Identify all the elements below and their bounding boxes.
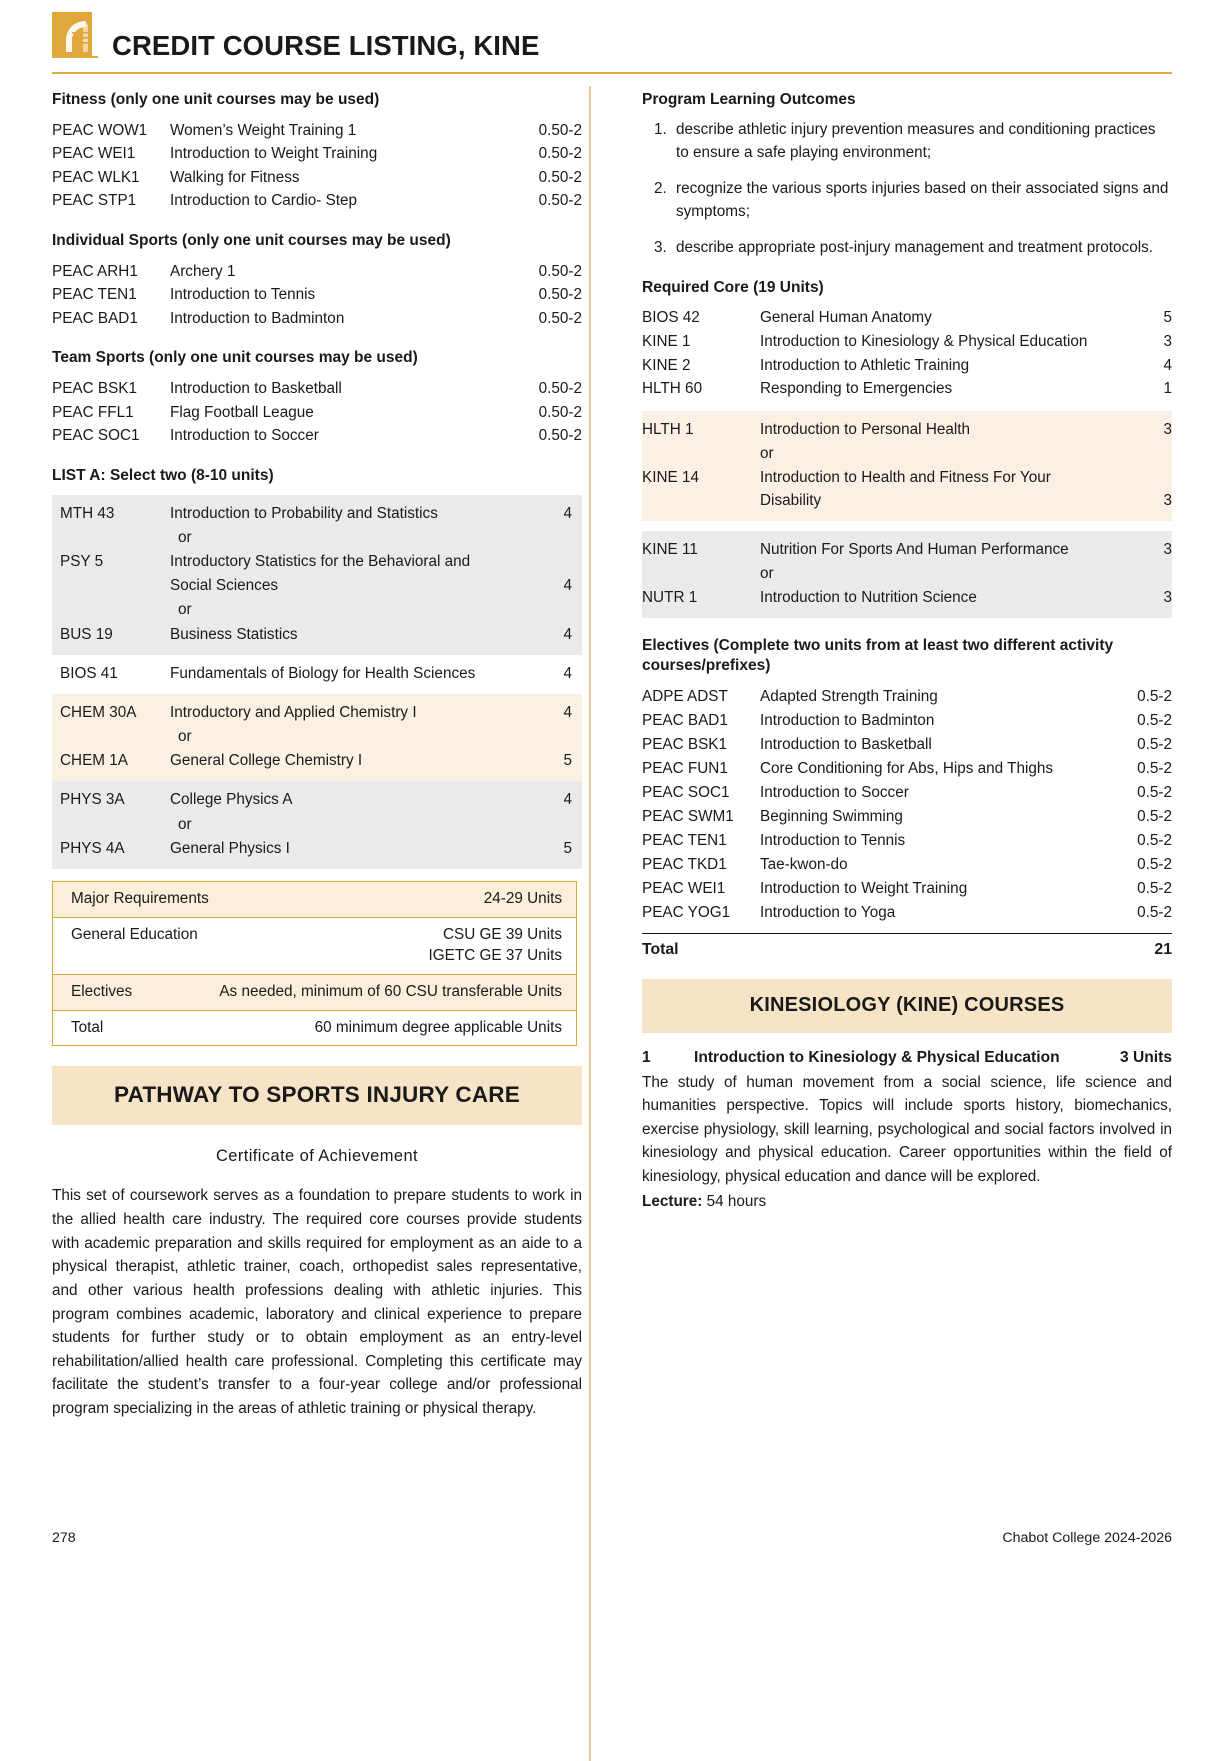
catalog-name: Chabot College 2024-2026 <box>1002 1530 1172 1546</box>
course-code: ADPE ADST <box>642 687 728 705</box>
table-row-continuation <box>52 574 582 598</box>
course-title: Walking for Fitness <box>170 168 300 186</box>
course-title: General Physics I <box>170 839 290 857</box>
course-title: Introduction to Yoga <box>760 903 896 921</box>
team-sports-course-list <box>52 377 582 448</box>
column-divider <box>589 86 591 1761</box>
course-units: 0.5-2 <box>1137 807 1172 825</box>
table-row <box>52 142 582 166</box>
table-row <box>52 749 582 773</box>
course-title: Fundamentals of Biology for Health Sciences <box>170 664 476 682</box>
table-row <box>642 586 1172 610</box>
course-units: 3 <box>1163 492 1172 510</box>
course-code: PEAC WLK1 <box>52 168 140 186</box>
course-units: 0.5-2 <box>1137 687 1172 705</box>
course-title: Responding to Emergencies <box>760 380 953 398</box>
table-row <box>52 307 582 331</box>
course-title: Introduction to Weight Training <box>170 145 378 163</box>
course-title: Introduction to Badminton <box>170 309 345 327</box>
course-title: General Human Anatomy <box>760 309 932 327</box>
list-a-group <box>52 495 582 655</box>
or-separator: or <box>760 565 774 583</box>
list-item: recognize the various sports injuries based on their associated signs and symptoms; <box>676 179 1169 220</box>
course-units: 0.5-2 <box>1137 759 1172 777</box>
course-code: PEAC BAD1 <box>642 711 728 729</box>
course-code: PEAC WEI1 <box>642 879 726 897</box>
table-row <box>642 377 1172 401</box>
course-code: PEAC STP1 <box>52 192 137 210</box>
course-units: 3 <box>1163 541 1172 559</box>
course-title: Introduction to Tennis <box>760 831 906 849</box>
course-units: 0.50-2 <box>538 286 582 304</box>
course-units: 4 <box>1163 356 1172 374</box>
course-units: 0.50-2 <box>538 427 582 445</box>
table-row <box>52 502 582 526</box>
course-units: 0.50-2 <box>538 145 582 163</box>
or-separator: or <box>178 528 192 546</box>
course-units: 0.50-2 <box>538 192 582 210</box>
course-code: PEAC BSK1 <box>642 735 728 753</box>
table-row <box>52 424 582 448</box>
table-row <box>642 418 1172 442</box>
course-lecture-hours <box>642 1191 1172 1214</box>
course-number: 1 <box>642 1048 651 1066</box>
or-separator: or <box>178 601 192 619</box>
table-row <box>52 260 582 284</box>
required-core-group <box>642 531 1172 618</box>
course-title: Introduction to Soccer <box>170 427 319 445</box>
course-code: PEAC WOW1 <box>52 121 148 139</box>
table-row <box>642 877 1172 901</box>
course-title: Introduction to Basketball <box>760 735 932 753</box>
course-code: PEAC SWM1 <box>642 807 734 825</box>
course-code: KINE 2 <box>642 356 691 374</box>
course-code: PHYS 3A <box>60 791 125 809</box>
plo-list <box>642 119 1172 260</box>
summary-label: Total <box>71 1018 104 1036</box>
table-row <box>642 709 1172 733</box>
table-row <box>53 918 576 975</box>
table-row <box>53 975 576 1011</box>
course-units: 4 <box>563 664 572 682</box>
course-code: PEAC YOG1 <box>642 903 731 921</box>
table-row <box>642 330 1172 354</box>
list-a-group <box>52 694 582 781</box>
chabot-college-building-logo-icon <box>52 12 98 62</box>
table-row <box>642 781 1172 805</box>
course-code: PEAC FFL1 <box>52 403 134 421</box>
course-code: CHEM 30A <box>60 703 137 721</box>
list-item: describe appropriate post-injury management and treatment protocols. <box>676 238 1154 256</box>
course-units: 0.50-2 <box>538 262 582 280</box>
table-row <box>52 837 582 861</box>
course-title: Introduction to Badminton <box>760 711 935 729</box>
course-code: BUS 19 <box>60 625 113 643</box>
lecture-label: Lecture: <box>642 1192 703 1210</box>
course-units: 4 <box>563 791 572 809</box>
table-row <box>642 757 1172 781</box>
individual-sports-heading: Individual Sports (only one unit courses may be used) <box>52 232 451 250</box>
team-sports-heading: Team Sports (only one unit courses may be used) <box>52 349 418 367</box>
total-value: 21 <box>1154 940 1172 958</box>
course-code: PSY 5 <box>60 553 104 571</box>
course-units: 4 <box>563 504 572 522</box>
or-separator: or <box>760 444 774 462</box>
course-title: Adapted Strength Training <box>760 687 938 705</box>
table-row-continuation <box>642 489 1172 513</box>
course-code: PEAC BAD1 <box>52 309 138 327</box>
table-row <box>52 166 582 190</box>
course-units: 0.5-2 <box>1137 711 1172 729</box>
course-units: 3 <box>1163 589 1172 606</box>
course-units: 1 <box>1163 380 1172 398</box>
kine-courses-banner: KINESIOLOGY (KINE) COURSES <box>642 979 1172 1033</box>
course-units: 4 <box>563 703 572 721</box>
course-units: 0.50-2 <box>538 121 582 139</box>
table-row <box>642 466 1172 490</box>
course-code: PEAC SOC1 <box>52 427 140 445</box>
course-code: MTH 43 <box>60 504 115 522</box>
table-row <box>642 805 1172 829</box>
course-code: PEAC WEI1 <box>52 145 136 163</box>
course-units: 0.5-2 <box>1137 855 1172 873</box>
table-row <box>52 788 582 812</box>
summary-label: Electives <box>71 982 133 1000</box>
lecture-value: 54 hours <box>702 1192 767 1210</box>
course-units: 0.5-2 <box>1137 903 1172 921</box>
course-units: 0.5-2 <box>1137 735 1172 753</box>
course-code: PHYS 4A <box>60 839 125 857</box>
course-units: 0.5-2 <box>1137 831 1172 849</box>
summary-value <box>198 924 562 967</box>
fitness-course-list <box>52 119 582 213</box>
table-row <box>52 401 582 425</box>
course-units: 0.50-2 <box>538 403 582 421</box>
summary-value-secondary: IGETC GE 37 Units <box>428 947 562 965</box>
course-units: 0.50-2 <box>538 168 582 186</box>
required-core-group <box>642 411 1172 521</box>
course-title: Introduction to Athletic Training <box>760 356 970 374</box>
list-item: describe athletic injury prevention measures and conditioning practices to ensure a safe playing environment; <box>676 120 1156 161</box>
required-core-plain-list <box>642 306 1172 401</box>
or-separator: or <box>178 728 192 746</box>
plo-heading: Program Learning Outcomes <box>642 91 856 108</box>
page-number: 278 <box>52 1530 76 1546</box>
table-row <box>642 901 1172 925</box>
course-title: Introduction to Nutrition Science <box>760 589 977 606</box>
table-row <box>53 1011 576 1046</box>
course-title: Introduction to Tennis <box>170 286 316 304</box>
header-rule <box>52 72 1172 74</box>
course-title: Flag Football League <box>170 403 314 421</box>
summary-value-primary: CSU GE 39 Units <box>442 925 562 943</box>
table-row <box>642 685 1172 709</box>
table-row <box>52 189 582 213</box>
course-title: Disability <box>760 492 822 510</box>
course-title: Introduction to Probability and Statistics <box>170 504 438 522</box>
course-units: 3 <box>1163 332 1172 350</box>
table-row <box>52 377 582 401</box>
course-code: BIOS 41 <box>60 664 118 682</box>
course-title: Introduction to Basketball <box>170 380 342 398</box>
course-title: Introductory Statistics for the Behavioral and <box>170 553 471 571</box>
right-column <box>642 86 1172 1421</box>
table-row <box>642 354 1172 378</box>
list-a-heading: LIST A: Select two (8-10 units) <box>52 466 274 484</box>
table-row <box>52 550 582 574</box>
summary-value: 60 minimum degree applicable Units <box>314 1018 562 1036</box>
course-code: BIOS 42 <box>642 309 700 327</box>
summary-value: 24-29 Units <box>483 889 562 907</box>
course-code: PEAC TKD1 <box>642 855 727 873</box>
course-title: Nutrition For Sports And Human Performance <box>760 541 1069 559</box>
course-title: Introduction to Kinesiology & Physical Education <box>760 332 1088 350</box>
course-title: Introduction to Kinesiology & Physical Education <box>694 1048 1060 1066</box>
course-title: College Physics A <box>170 791 293 809</box>
total-label: Total <box>642 940 679 958</box>
individual-sports-course-list <box>52 260 582 331</box>
course-title: Women’s Weight Training 1 <box>170 121 357 139</box>
course-code: CHEM 1A <box>60 752 128 770</box>
pathway-description: This set of coursework serves as a foundation to prepare students to work in the allied health care industry. The required core courses provide students with academic preparation and skills required for employment as an aide to a physical therapist, athletic trainer, coach, orthopedist sales representative, and other various health professions dealing with athletic injuries. This program combines academic, laboratory and clinical experience to prepare students for further study or to obtain employment as an entry-level rehabilitation/allied health care professional. Completing this certificate may facilitate the student’s transfer to a four-year college and/or professional program specializing in the areas of athletic training or physical therapy. <box>52 1187 582 1418</box>
page-footer <box>52 1530 1172 1546</box>
course-title: Introduction to Health and Fitness For Your <box>760 468 1051 486</box>
table-row <box>53 882 576 918</box>
list-a-group <box>52 655 582 694</box>
pathway-banner: PATHWAY TO SPORTS INJURY CARE <box>52 1066 582 1125</box>
course-title: General College Chemistry I <box>170 752 363 770</box>
course-units: 3 Units <box>1120 1048 1172 1066</box>
course-title: Beginning Swimming <box>760 807 903 825</box>
certificate-subtitle: Certificate of Achievement <box>215 1147 419 1166</box>
course-description: The study of human movement from a social science, life science and humanities perspective. Topics will include sports history, biomechanics, exercise physiology, skill learning, psychological and social factors involved in kinesiology and physical education. Career opportunities within the field of kinesiology, physical education and dance will be explored. <box>642 1073 1172 1185</box>
electives-total-row <box>642 934 1172 959</box>
degree-summary-table <box>52 881 577 1047</box>
summary-label: Major Requirements <box>71 889 209 907</box>
course-units: 0.50-2 <box>538 380 582 398</box>
course-code: NUTR 1 <box>642 589 698 606</box>
page-header <box>52 0 1172 62</box>
page-title: CREDIT COURSE LISTING, KINE <box>112 29 540 61</box>
summary-value: As needed, minimum of 60 CSU transferable Units <box>219 982 562 1000</box>
course-code: KINE 11 <box>642 541 698 559</box>
course-units: 5 <box>1163 309 1172 327</box>
course-code: HLTH 1 <box>642 420 694 438</box>
course-code: PEAC ARH1 <box>52 262 138 280</box>
course-units: 0.50-2 <box>538 309 582 327</box>
table-row <box>52 701 582 725</box>
electives-heading: Electives (Complete two units from at least two different activity courses/prefixes) <box>642 636 1114 674</box>
course-units: 5 <box>563 839 572 857</box>
course-code: PEAC TEN1 <box>52 286 137 304</box>
course-title: Social Sciences <box>170 577 278 595</box>
course-title: Business Statistics <box>170 625 298 643</box>
course-units: 0.5-2 <box>1137 783 1172 801</box>
course-code: PEAC TEN1 <box>642 831 727 849</box>
table-row <box>642 733 1172 757</box>
electives-course-list <box>642 685 1172 925</box>
course-code: PEAC BSK1 <box>52 380 138 398</box>
course-code: KINE 1 <box>642 332 691 350</box>
table-row <box>642 538 1172 562</box>
course-units: 4 <box>563 625 572 643</box>
course-title: Introduction to Soccer <box>760 783 909 801</box>
course-code: PEAC FUN1 <box>642 759 728 777</box>
course-units: 4 <box>563 577 572 595</box>
course-code: PEAC SOC1 <box>642 783 730 801</box>
course-units: 3 <box>1163 420 1172 438</box>
table-row <box>52 662 582 686</box>
course-title: Introduction to Personal Health <box>760 420 971 438</box>
two-column-body <box>52 86 1172 1421</box>
table-row <box>642 829 1172 853</box>
required-core-heading: Required Core (19 Units) <box>642 278 824 296</box>
table-row <box>52 283 582 307</box>
course-units: 0.5-2 <box>1137 879 1172 897</box>
course-title: Core Conditioning for Abs, Hips and Thighs <box>760 759 1054 777</box>
left-column <box>52 86 582 1421</box>
course-code: KINE 14 <box>642 468 699 486</box>
or-separator: or <box>178 815 192 833</box>
course-title: Introduction to Cardio- Step <box>170 192 358 210</box>
table-row <box>642 853 1172 877</box>
course-title: Introduction to Weight Training <box>760 879 968 897</box>
fitness-heading: Fitness (only one unit courses may be used) <box>52 91 380 108</box>
course-units: 5 <box>563 752 572 770</box>
course-header <box>642 1047 1172 1069</box>
course-code: HLTH 60 <box>642 380 703 398</box>
table-row <box>52 119 582 143</box>
list-a-group <box>52 781 582 868</box>
summary-label: General Education <box>71 925 198 943</box>
course-title: Tae-kwon-do <box>760 855 848 873</box>
table-row <box>52 623 582 647</box>
course-title: Archery 1 <box>170 262 236 280</box>
course-title: Introductory and Applied Chemistry I <box>170 703 417 721</box>
table-row <box>642 306 1172 330</box>
